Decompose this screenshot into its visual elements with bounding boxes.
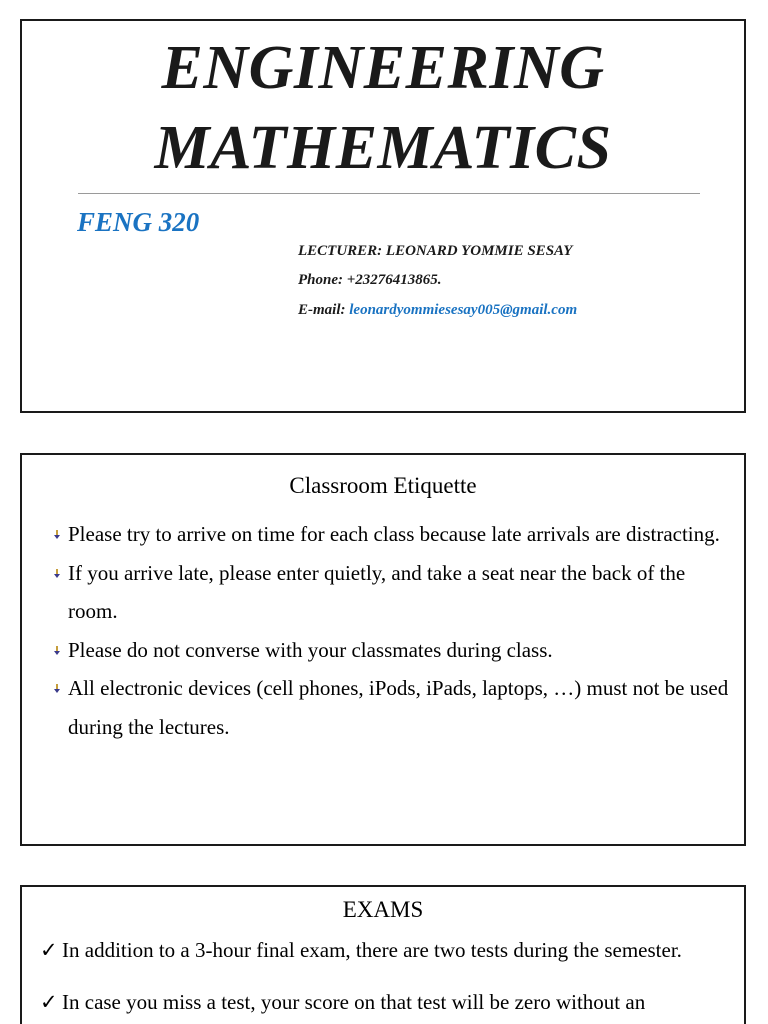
email-label: E-mail:: [298, 302, 350, 318]
lecturer-name: LECTURER: LEONARD YOMMIE SESAY: [298, 243, 573, 259]
etiquette-slide: [20, 453, 746, 846]
list-item-text: All electronic devices (cell phones, iPods, iPads, laptops, …) must not be used during the lectures.: [68, 676, 729, 739]
title-line-2: MATHEMATICS: [154, 114, 612, 182]
title-line-1: ENGINEERING: [161, 34, 605, 102]
etiquette-list: [52, 515, 732, 746]
exams-slide: [20, 885, 746, 1024]
list-item-text: In addition to a 3-hour final exam, there are two tests during the semester.: [62, 938, 682, 962]
title-slide: [20, 19, 746, 413]
list-item-text: If you arrive late, please enter quietly, and take a seat near the back of the room.: [68, 560, 686, 623]
exams-heading: EXAMS: [342, 897, 424, 922]
email-link[interactable]: leonardyommiesesay005@gmail.com: [349, 302, 578, 318]
list-item: [40, 987, 740, 1017]
check-icon: ✓: [40, 938, 58, 962]
arrow-bullet-icon: [52, 683, 62, 695]
arrow-bullet-icon: [52, 529, 62, 541]
lecturer-phone: Phone: +23276413865.: [298, 272, 442, 288]
exams-list: [40, 935, 740, 1024]
list-item: [52, 515, 732, 554]
course-code: FENG 320: [77, 207, 200, 237]
list-item: [52, 631, 732, 670]
check-icon: ✓: [40, 990, 58, 1014]
arrow-bullet-icon: [52, 645, 62, 657]
list-item: [52, 669, 732, 746]
arrow-bullet-icon: [52, 568, 62, 580]
lecturer-email: [298, 302, 577, 319]
list-item: [52, 554, 732, 631]
list-item-text: Please do not converse with your classmates during class.: [68, 637, 553, 662]
list-item: [40, 935, 740, 965]
title-divider: [78, 193, 700, 194]
list-item-text: In case you miss a test, your score on that test will be zero without an: [62, 990, 646, 1014]
list-item-text: Please try to arrive on time for each class because late arrivals are distracting.: [68, 522, 720, 546]
etiquette-heading: Classroom Etiquette: [289, 473, 477, 498]
